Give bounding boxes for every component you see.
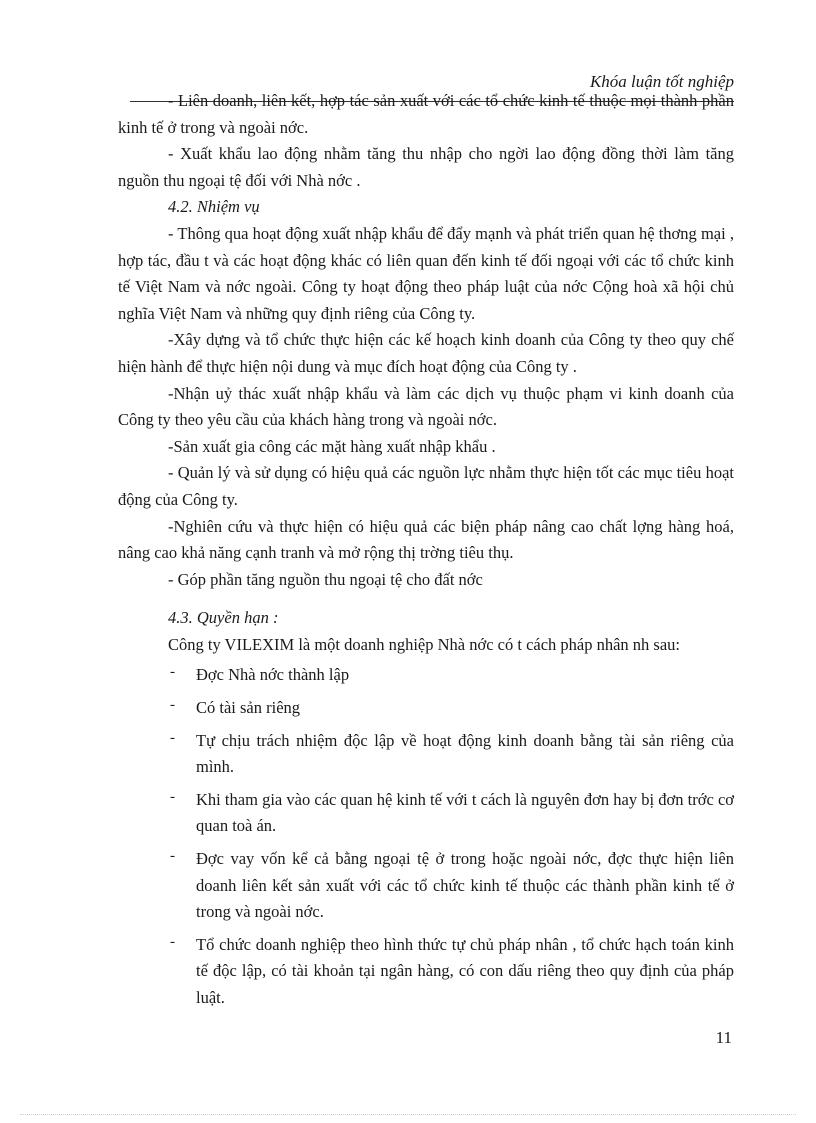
list-item-text: Có tài sản riêng (196, 698, 301, 718)
list-item-text: Đợc vay vốn kể cả bằng ngoại tệ ở trong hoặc ngoài nớc, đợc thực hiện liên doanh liên kết sản xuất với các tổ chức kinh tế thuộc các thành phần kinh tế ở trong và ngoài nớc. (196, 849, 734, 922)
duty-paragraph: -Nghiên cứu và thực hiện có hiệu quả các biện pháp nâng cao chất lợng hàng hoá, nâng cao khả năng cạnh tranh và mở rộng thị trờng tiêu thụ. (118, 516, 734, 563)
section-spacer (118, 593, 734, 605)
document-body (118, 88, 734, 1018)
section-heading-powers: 4.3. Quyền hạn : (168, 608, 279, 628)
powers-intro: Công ty VILEXIM là một doanh nghiệp Nhà nớc có t cách pháp nhân nh sau: (168, 634, 681, 654)
powers-list (118, 662, 734, 1011)
page-number: 11 (715, 1028, 732, 1047)
bullet-marker: - (170, 933, 175, 950)
list-item (118, 695, 734, 722)
bullet-marker: - (170, 664, 175, 681)
list-item (118, 846, 734, 926)
list-item-text: Đợc Nhà nớc thành lập (196, 665, 350, 685)
section-heading-duties: 4.2. Nhiệm vụ (168, 197, 260, 217)
bullet-marker: - (170, 848, 175, 865)
list-item-text: Tổ chức doanh nghiệp theo hình thức tự chủ pháp nhân , tổ chức hạch toán kinh tế độc lập, có tài khoản tại ngân hàng, có con dấu riêng theo quy định của pháp luật. (196, 934, 734, 1007)
bullet-marker: - (170, 697, 175, 714)
duty-paragraph: - Góp phần tăng nguồn thu ngoại tệ cho đất nớc (168, 569, 483, 589)
footer-rule (20, 1114, 796, 1115)
list-item-text: Khi tham gia vào các quan hệ kinh tế với t cách là nguyên đơn hay bị đơn trớc cơ quan toà án. (196, 789, 734, 836)
duty-paragraph: -Sản xuất gia công các mặt hàng xuất nhập khẩu . (168, 436, 496, 456)
list-item (118, 932, 734, 1012)
duty-paragraph: -Nhận uỷ thác xuất nhập khẩu và làm các dịch vụ thuộc phạm vi kinh doanh của Công ty theo yêu cầu của khách hàng trong và ngoài nớc. (118, 383, 734, 430)
duty-paragraph: - Quản lý và sử dụng có hiệu quả các nguồn lực nhằm thực hiện tốt các mục tiêu hoạt động của Công ty. (118, 463, 734, 509)
duty-paragraph: -Xây dựng và tổ chức thực hiện các kế hoạch kinh doanh của Công ty theo quy chế hiện hành để thực hiện nội dung và mục đích hoạt động của Công ty . (118, 330, 734, 376)
paragraph-labor-export: - Xuất khẩu lao động nhằm tăng thu nhập cho ngời lao động đồng thời làm tăng nguồn thu ngoại tệ đối với Nhà nớc . (118, 144, 734, 190)
paragraph-joint-venture: - Liên doanh, liên kết, hợp tác sản xuất với các tổ chức kinh tế thuộc mọi thành phần kinh tế ở trong và ngoài nớc. (118, 91, 734, 137)
duty-paragraph: - Thông qua hoạt động xuất nhập khẩu để đẩy mạnh và phát triển quan hệ thơng mại , hợp tác, đầu t và các hoạt động khác có liên quan đến kinh tế đối ngoại với các tổ chức kinh tế Việt Nam và nớc ngoài. Công ty hoạt động theo pháp luật của nớc Cộng hoà xã hội chủ nghĩa Việt Nam và những quy định riêng của Công ty. (118, 223, 734, 323)
bullet-marker: - (170, 788, 175, 805)
running-header: Khóa luận tốt nghiệp (589, 72, 734, 91)
list-item-text: Tự chịu trách nhiệm độc lập về hoạt động kinh doanh bằng tài sản riêng của mình. (196, 730, 734, 777)
bullet-marker: - (170, 729, 175, 746)
list-item (118, 787, 734, 840)
list-item (118, 728, 734, 781)
list-item (118, 662, 734, 689)
